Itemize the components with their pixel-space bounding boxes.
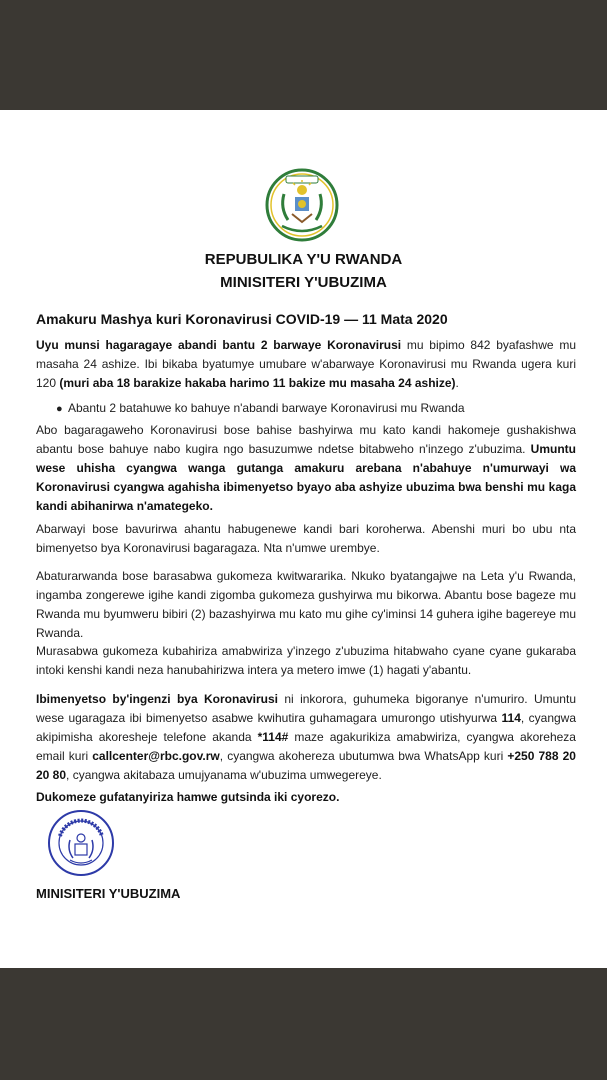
document-title: Amakuru Mashya kuri Koronavirusi COVID-19 — 11 Mata 2020 xyxy=(36,311,448,327)
document-page xyxy=(0,110,607,968)
bullet-item: ● Abantu 2 batahuwe ko bahuye n'abandi barwaye Koronavirusi mu Rwanda xyxy=(56,399,465,419)
whatsapp-number: +250 788 20 20 80 xyxy=(36,749,576,782)
hotline-number: 114 xyxy=(501,711,521,725)
warning-bold: Umuntu wese uhisha cyangwa wanga gutanga amakuru arebana n'abahuye n'umurwayi wa Koronavirusi cyangwa agahisha ibimenyetso byayo aba ashyize ubuzima bwa benshi mu kaga kandi abihanirwa n'amategeko. xyxy=(36,442,576,513)
header-country: REPUBULIKA Y'U RWANDA xyxy=(204,251,403,268)
new-cases-bold: Uyu munsi hagaragaye abandi bantu 2 barwaye Koronavirusi xyxy=(36,338,402,352)
paragraph-measures: Abaturarwanda bose barasabwa gukomeza kwitwararika. Nkuko byatangajwe na Leta y'u Rwanda, ingamba zongerewe igihe kandi zigomba gukomeza gushyirwa mu bikorwa. Abantu bose bageze mu Rwanda mu byumweru bibiri (2) bazashyirwa mu kato mu gihe cy'iminsi 14 guhera igihe bagereye mu Rwanda. xyxy=(36,569,576,640)
paragraph-new-cases: Uyu munsi hagaragaye abandi bantu 2 barwaye Koronavirusi mu bipimo 842 byafashwe mu masaha 24 ashize. Ibi bikaba byatumye umubare w'abarwaye Koronavirusi mu Rwanda ugera kuri 120 (muri aba 18 barakize hakaba harimo 11 bakize mu masaha 24 ashize). xyxy=(36,338,577,390)
contact-email: callcenter@rbc.gov.rw xyxy=(92,749,220,763)
bullet-dot-icon: ● xyxy=(56,403,63,415)
paragraph-symptoms: Ibimenyetso by'ingenzi bya Koronavirusi ni inkorora, guhumeka bigoranye n'umuriro. Umuntu wese ugaragaza ibi bimenyetso asabwe kwihutira guhamagara umurongo utishyurwa 114, cyangwa akipimisha akoresheje telefone akanda *114# maze agakurikiza amabwiriza, cyangwa akoreheza email kuri callcenter@rbc.gov.rw, cyangwa akohereza ubutumwa bwa WhatsApp kuri +250 788 20 20 80, cyangwa akitabaza umujyanama w'ubuzima umwegereye. xyxy=(36,692,577,782)
paragraph-isolation: Abo bagaragaweho Koronavirusi bose bahise bashyirwa mu kato kandi hakomeje gushakishwa abantu bose bahuye nabo kugira ngo basuzumwe ndetse bitabweho n'inzego z'ubuzima. Umuntu wese uhisha cyangwa wanga gutanga amakuru arebana n'abahuye n'umurwayi wa Koronavirusi cyangwa agahisha ibimenyetso byayo aba ashyize ubuzima bwa benshi mu kaga kandi abihanirwa n'amategeko. xyxy=(36,423,576,513)
recovered-bold: (muri aba 18 barakize hakaba harimo 11 bakize mu masaha 24 ashize) xyxy=(59,376,456,390)
paragraph-patients: Abarwayi bose bavurirwa ahantu habugenewe kandi bari koroherwa. Abenshi muri bo ubu nta bimenyetso bya Koronavirusi bagaragaza. Nta n'umwe urembye. xyxy=(36,522,576,555)
coat-of-arms-emblem xyxy=(264,164,340,246)
ussd-code: *114# xyxy=(257,730,289,744)
ministry-stamp xyxy=(46,808,116,878)
signature-ministry: MINISITERI Y'UBUZIMA xyxy=(36,886,181,901)
closing-line: Dukomeze gufatanyiriza hamwe gutsinda iki cyorezo. xyxy=(36,790,340,804)
paragraph-hygiene: Murasabwa gukomeza kubahiriza amabwiriza y'inzego z'ubuzima hitabwaho cyane cyane gukaraba intoki kenshi kandi neza hanubahirizwa intera ya metero imwe (1) hagati y'abantu. xyxy=(36,644,576,677)
header-ministry: MINISITERI Y'UBUZIMA xyxy=(220,274,387,291)
